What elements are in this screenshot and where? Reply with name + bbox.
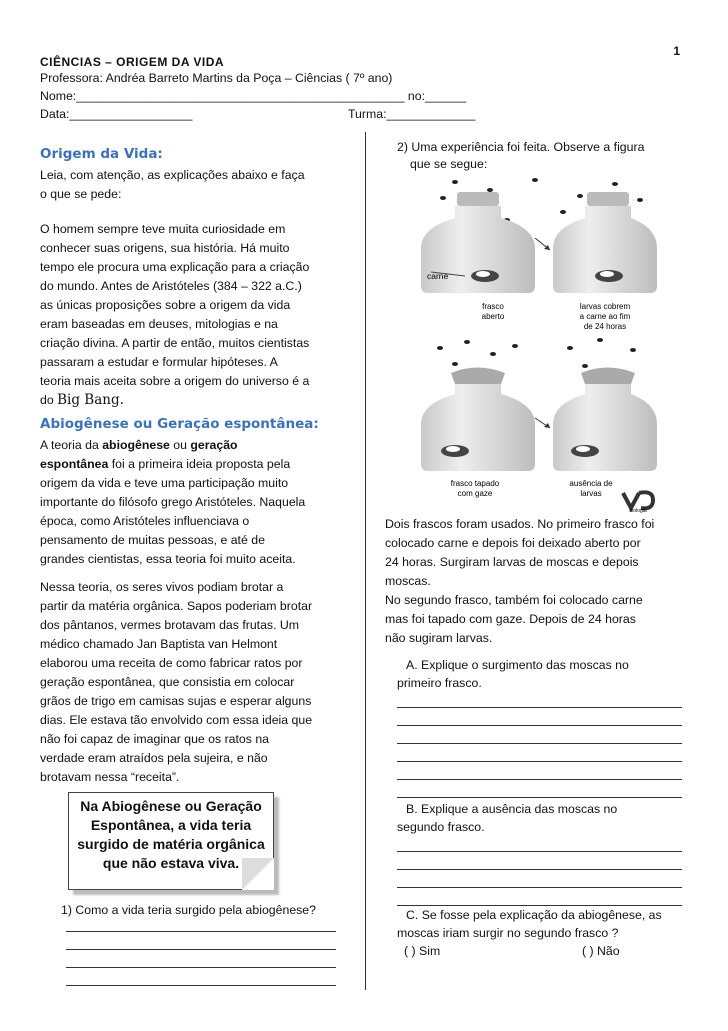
text-line: grãos de trigo em camisas sujas e esperar alguns (40, 694, 312, 708)
text-line: brotavam nessa “receita”. (40, 770, 180, 784)
label-ausencia: larvas (580, 489, 602, 498)
abiogenesis-paragraph-2 (40, 578, 342, 787)
text-line: importante do filósofo grego Aristóteles. Naquela (40, 495, 306, 509)
text-line: verdade eram atraídos pela sujeira, e não (40, 751, 268, 765)
answer-line[interactable] (66, 968, 336, 986)
answer-line[interactable] (397, 834, 682, 852)
text-line: as únicas proposições sobre a origem da vida (40, 298, 291, 312)
text-line: 24 horas. Surgiram larvas de moscas e depois (385, 555, 639, 569)
question-2-cont: que se segue: (410, 157, 488, 171)
column-divider (365, 132, 366, 990)
answer-lines-a[interactable] (397, 690, 682, 798)
label-larvas: a carne ao fim (579, 312, 631, 321)
origin-intro (40, 166, 342, 204)
label-carne: carne (427, 271, 449, 281)
jars-illustration (395, 168, 657, 513)
question-1: 1) Como a vida teria surgido pela abiogênese? (61, 903, 316, 917)
class-field[interactable]: Turma:_____________ (348, 107, 476, 121)
text-line: partir da matéria orgânica. Sapos poderiam brotar (40, 599, 313, 613)
text-line: passaram a estudar e formular hipóteses. A (40, 355, 278, 369)
name-field[interactable]: Nome:________________________________________________ no:______ (40, 89, 467, 103)
text-line: dos pântanos, vermes brotavam das frutas. Um (40, 618, 300, 632)
term-espontanea: espontânea (40, 457, 109, 471)
section-title-abiogenesis: Abiogênese ou Geração espontânea: (40, 416, 319, 432)
text-line: pensamento de muitas pessoas, e até de (40, 533, 265, 547)
question-2: 2) Uma experiência foi feita. Observe a figura (397, 140, 645, 154)
text-line: O homem sempre teve muita curiosidade em (40, 222, 286, 236)
text-line: conhecer suas origens, sua história. Há muito (40, 241, 290, 255)
question-c: C. Se fosse pela explicação da abiogênese, as (406, 908, 662, 922)
text-line: criação divina. A partir de então, muitos cientistas (40, 336, 310, 350)
text-line: o que se pede: (40, 187, 122, 201)
jar-larvae (553, 192, 657, 293)
term-abiogenese: abiogênese (102, 438, 170, 452)
answer-line[interactable] (397, 852, 682, 870)
answer-line[interactable] (397, 708, 682, 726)
text-line: médico chamado Jan Baptista van Helmont (40, 637, 278, 651)
text-span: A teoria da (40, 438, 103, 452)
answer-line[interactable] (66, 932, 336, 950)
label-frasco-gaze: com gaze (457, 489, 493, 498)
question-a: A. Explique o surgimento das moscas no (406, 658, 629, 672)
text-line: Nessa teoria, os seres vivos podiam brotar a (40, 580, 284, 594)
text-line: Dois frascos foram usados. No primeiro frasco foi (385, 517, 655, 531)
question-a-cont: primeiro frasco. (397, 676, 482, 690)
term-geracao: geração (190, 438, 238, 452)
text-line: moscas. (385, 574, 431, 588)
answer-line[interactable] (66, 914, 336, 932)
big-bang-term: Big Bang. (57, 392, 124, 408)
text-line: grandes cientistas, essa teoria foi muito aceita. (40, 552, 296, 566)
callout-line: que não estava viva. (102, 855, 240, 871)
option-sim[interactable]: ( ) Sim (404, 944, 441, 958)
text-line: origem da vida e teve uma participação muito (40, 476, 289, 490)
text-line: teoria mais aceita sobre a origem do universo é a (40, 374, 310, 388)
experiment-figure (395, 168, 657, 513)
jar-gauze (421, 368, 535, 472)
callout-line: Espontânea, a vida teria (90, 817, 252, 833)
abiogenesis-paragraph-1 (40, 436, 342, 569)
label-ausencia: ausência de (569, 479, 613, 488)
label-frasco-aberto: aberto (481, 312, 505, 321)
teacher-line: Professora: Andréa Barreto Martins da Poça – Ciências ( 7º ano) (40, 71, 393, 85)
experiment-description (385, 515, 654, 648)
text-line: época, como Aristóteles influenciava o (40, 514, 250, 528)
text-line: colocado carne e depois foi deixado aberto por (385, 536, 641, 550)
text-line: mas foi tapado com gaze. Depois de 24 horas (385, 612, 636, 626)
question-b: B. Explique a ausência das moscas no (406, 802, 618, 816)
label-larvas: de 24 horas (583, 322, 627, 331)
text-span: foi a primeira ideia proposta pela (108, 457, 291, 471)
answer-line[interactable] (397, 726, 682, 744)
text-span: ou (169, 438, 191, 452)
answer-line[interactable] (397, 780, 682, 798)
answer-line[interactable] (397, 870, 682, 888)
origin-paragraph (40, 220, 342, 410)
answer-line[interactable] (397, 690, 682, 708)
answer-lines-q1[interactable] (66, 914, 336, 986)
text-line (40, 455, 342, 474)
question-c-cont: moscas iriam surgir no segundo frasco ? (397, 926, 619, 940)
question-b-cont: segundo frasco. (397, 820, 485, 834)
section-title-origin: Origem da Vida: (40, 146, 163, 162)
definition-callout (68, 792, 274, 890)
text-line: não foi capaz de imaginar que os ratos na (40, 732, 270, 746)
text-line: não sugiram larvas. (385, 631, 493, 645)
text-line: Leia, com atenção, as explicações abaixo e faça (40, 168, 305, 182)
logo-text: biologia (629, 508, 647, 513)
text-line: elaborou uma receita de como fabricar ratos por (40, 656, 303, 670)
page-number: 1 (673, 44, 680, 58)
biologia-logo-icon (623, 492, 653, 513)
page-title: CIÊNCIAS – ORIGEM DA VIDA (40, 55, 225, 69)
answer-line[interactable] (397, 762, 682, 780)
flies-middle (437, 338, 636, 368)
option-nao[interactable]: ( ) Não (582, 944, 620, 958)
text-line: do mundo. Antes de Aristóteles (384 – 322 a.C.) (40, 279, 302, 293)
text-line (40, 436, 342, 455)
text-line: dias. Ele estava tão envolvido com essa ideia que (40, 713, 313, 727)
label-larvas: larvas cobrem (579, 302, 631, 311)
answer-lines-b[interactable] (397, 834, 682, 906)
page-fold-icon (242, 858, 274, 890)
jar-no-larvae (553, 368, 657, 472)
answer-line[interactable] (397, 744, 682, 762)
answer-line[interactable] (66, 950, 336, 968)
text-line: eram baseadas em deuses, mitologias e na (40, 317, 278, 331)
callout-line: Na Abiogênese ou Geração (80, 798, 262, 814)
answer-line[interactable] (397, 888, 682, 906)
label-frasco-aberto: frasco (482, 302, 504, 311)
text-line (40, 391, 342, 410)
callout-line: surgido de matéria orgânica (77, 836, 265, 852)
date-field[interactable]: Data:__________________ (40, 107, 193, 121)
text-line: geração espontânea, que consistia em colocar (40, 675, 295, 689)
text-line: No segundo frasco, também foi colocado carne (385, 593, 643, 607)
text-line: tempo ele procura uma explicação para a criação (40, 260, 310, 274)
label-frasco-gaze: frasco tapado (450, 479, 500, 488)
text-prefix: do (40, 393, 58, 407)
